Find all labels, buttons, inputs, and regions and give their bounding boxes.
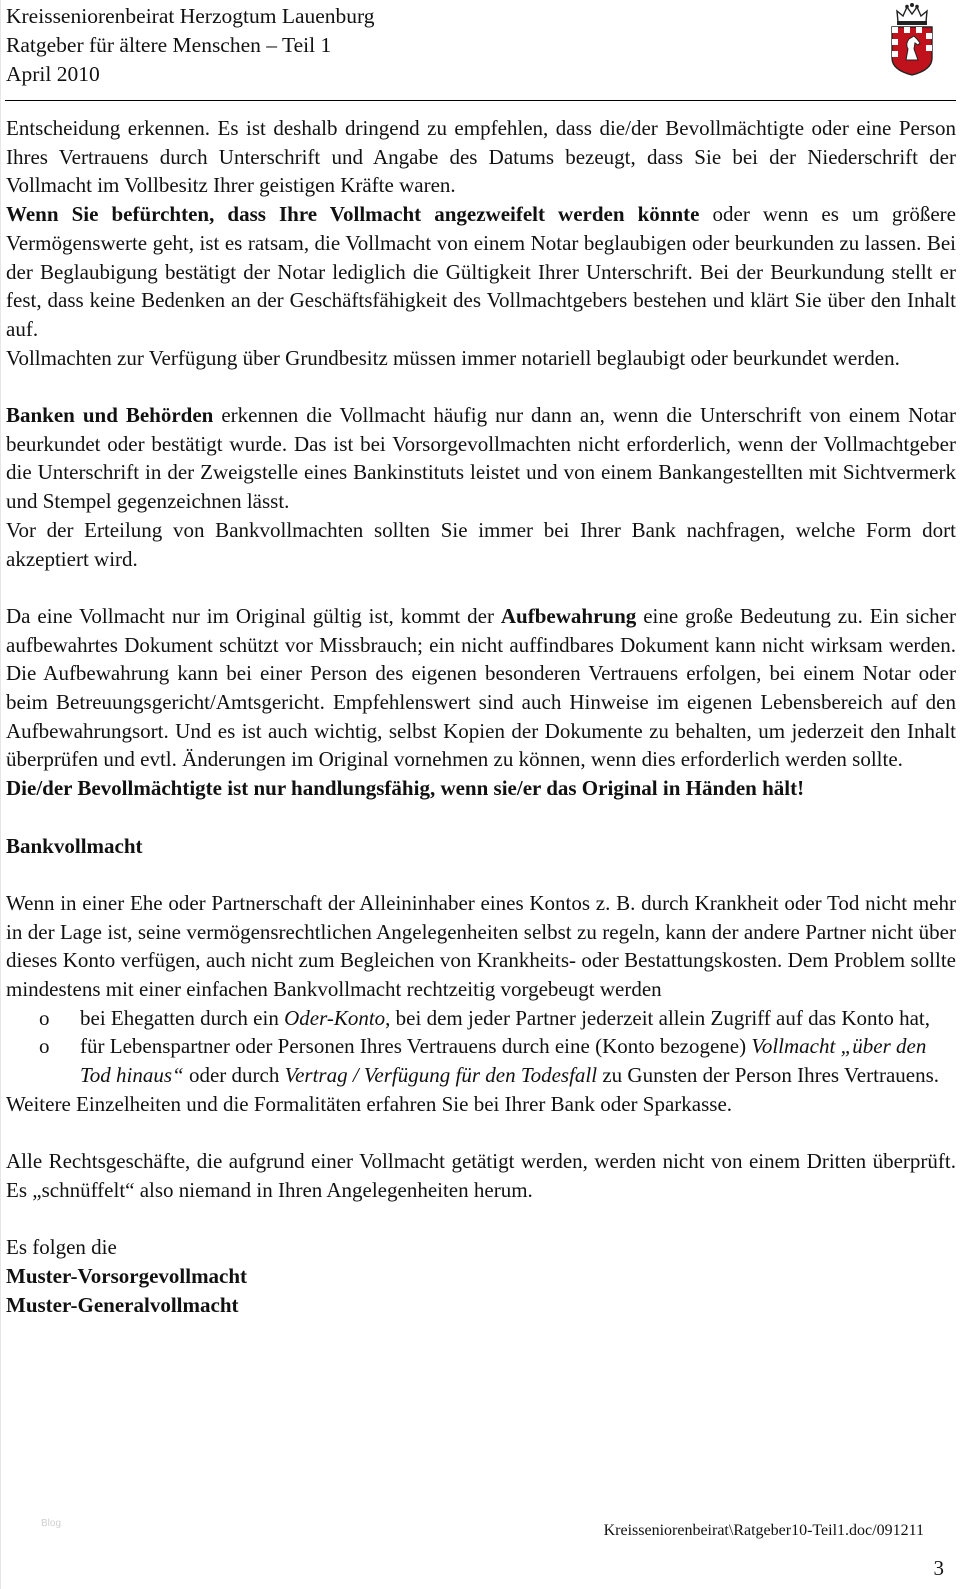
paragraph-text: Weitere Einzelheiten und die Formalitäten erfahren Sie bei Ihrer Bank oder Sparkasse. <box>6 1091 733 1116</box>
paragraph-no-review <box>6 1147 956 1204</box>
paragraph-witness <box>6 114 956 372</box>
paragraph-text: eine große Bedeutung zu. Ein sicher aufbewahrtes Dokument schützt vor Missbrauch; ein nicht auffindbares Dokument kann nicht wirksam werden. Die Aufbewahrung kann bei einer Person des eigenen besonderen Vertrauens erfolgen, bei einem Notar oder beim Betreuungsgericht/Amtsgericht. Empfehlenswert sind auch Hinweise im eigenen Lebensbereich auf den Aufbewahrungsort. Und es ist auch wichtig, selbst Kopien der Dokumente zu behalten, um jederzeit den Inhalt überprüfen und evtl. Änderungen im Original vornehmen zu können, wenn dies erforderlich werden sollte. <box>6 603 956 772</box>
header-date: April 2010 <box>6 62 100 86</box>
emphasis-original: Die/der Bevollmächtigte ist nur handlungsfähig, wenn sie/er das Original in Händen hält! <box>6 776 805 801</box>
paragraph-storage <box>6 602 956 803</box>
paragraph-text: Wenn in einer Ehe oder Partnerschaft der Alleininhaber eines Kontos z. B. durch Krankheit oder Tod nicht mehr in der Lage ist, seine vermögensrechtlichen Angelegenheiten selbst zu regeln, kann der andere Partner nicht über dieses Konto verfügen, auch nicht zum Begleichen von Krankheits- oder Bestattungskosten. Dem Problem sollte mindestens mit einer einfachen Bankvollmacht rechtzeitig vorgebeugt werden <box>6 890 956 1002</box>
header-title: Ratgeber für ältere Menschen – Teil 1 <box>6 33 332 57</box>
muster-generalvollmacht: Muster-Generalvollmacht <box>6 1292 239 1317</box>
paragraph-text: Vollmachten zur Verfügung über Grundbesitz müssen immer notariell beglaubigt oder beurkundet werden. <box>6 345 900 370</box>
coat-of-arms-icon <box>889 2 935 76</box>
emphasis-vertrag: Vertrag / Verfügung für den Todesfall <box>284 1063 598 1088</box>
list-item: o bei Ehegatten durch ein Oder-Konto, bei dem jeder Partner jederzeit allein Zugriff auf das Konto hat, <box>6 1004 956 1033</box>
section-heading <box>6 832 956 861</box>
emphasis-doubt: Wenn Sie befürchten, dass Ihre Vollmacht angezweifelt werden könnte <box>6 202 700 227</box>
emphasis-vollmacht-tod: Vollmacht „über den Tod hinaus“ <box>80 1034 927 1088</box>
muster-vorsorgevollmacht: Muster-Vorsorgevollmacht <box>6 1264 248 1289</box>
footer-file-path: Kreisseniorenbeirat\Ratgeber10-Teil1.doc/091211 <box>603 1522 924 1539</box>
paragraph-banks <box>6 401 956 573</box>
closing-intro: Es folgen die <box>6 1235 117 1260</box>
bank-options-list <box>6 1004 956 1090</box>
footer-watermark: Blog <box>41 1518 62 1529</box>
paragraph-bank-intro <box>6 889 956 1004</box>
header-divider <box>5 100 956 101</box>
document-header <box>6 2 866 89</box>
emphasis-storage: Aufbewahrung <box>500 603 637 628</box>
paragraph-text: Entscheidung erkennen. Es ist deshalb dringend zu empfehlen, dass die/der Bevollmächtigte oder eine Person Ihres Vertrauens durch Unterschrift und Angabe des Datums bezeugt, dass Sie bei der Niederschrift der Vollmacht im Vollbesitz Ihrer geistigen Kräfte waren. <box>6 116 956 198</box>
bullet-marker: o <box>39 1034 50 1059</box>
document-body <box>6 114 956 1319</box>
closing-list <box>6 1233 956 1319</box>
paragraph-text: Vor der Erteilung von Bankvollmachten sollten Sie immer bei Ihrer Bank nachfragen, welche Form dort akzeptiert wird. <box>6 517 956 571</box>
emphasis-oder-konto: Oder-Konto <box>284 1005 386 1030</box>
header-organization: Kreisseniorenbeirat Herzogtum Lauenburg <box>6 4 375 28</box>
paragraph-text: erkennen die Vollmacht häufig nur dann an, wenn die Unterschrift von einem Notar beurkundet oder bestätigt wurde. Das ist bei Vorsorgevollmachten nicht erforderlich, wenn der Vollmachtgeber die Unterschrift in der Zweigstelle eines Bankinstituts leistet und von einem Bankangestellten mit Sichtvermerk und Stempel gegenzeichnen lässt. <box>6 403 956 514</box>
paragraph-text: oder wenn es um größere Vermögenswerte geht, ist es ratsam, die Vollmacht von einem Notar beglaubigen oder beurkunden zu lassen. Bei der Beglaubigung bestätigt der Notar lediglich die Gültigkeit Ihrer Unterschrift. Bei der Beurkundung stellt er fest, dass keine Bedenken an der Geschäftsfähigkeit des Vollmachtgebers bestehen und klärt Sie über den Inhalt auf. <box>6 202 956 341</box>
heading-bankvollmacht: Bankvollmacht <box>6 833 143 858</box>
paragraph-text: Alle Rechtsgeschäfte, die aufgrund einer Vollmacht getätigt werden, werden nicht von einem Dritten überprüft. Es „schnüffelt“ also niemand in Ihren Angelegenheiten herum. <box>6 1149 956 1202</box>
page-number: 3 <box>933 1556 944 1580</box>
bullet-marker: o <box>39 1005 50 1030</box>
paragraph-bank-outro <box>6 1090 956 1119</box>
emphasis-banks: Banken und Behörden <box>6 403 214 428</box>
list-item: o für Lebenspartner oder Personen Ihres Vertrauens durch eine (Konto bezogene) Vollmacht „über den Tod hinaus“ oder durch Vertrag / Verfügung für den Todesfall zu Gunsten der Person Ihres Vertrauens. <box>39 1034 940 1088</box>
paragraph-text: Da eine Vollmacht nur im Original gültig ist, kommt der <box>6 603 501 628</box>
